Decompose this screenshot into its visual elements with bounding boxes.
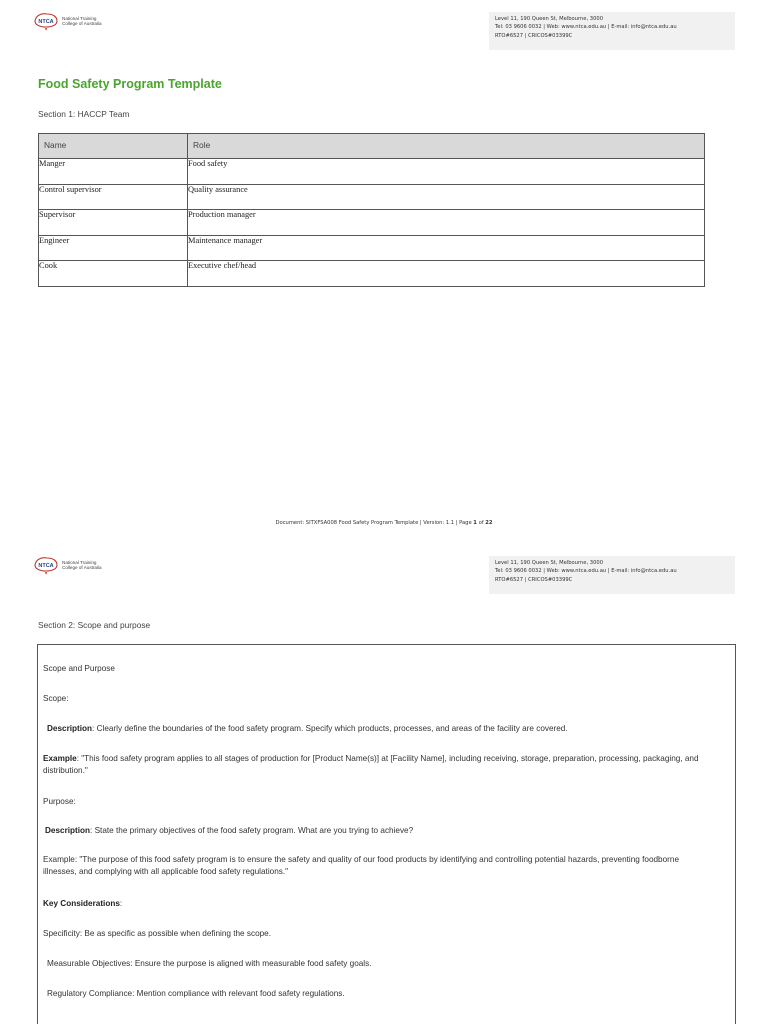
scope-example: Example: "This food safety program applies to all stages of production for [Product Name(s)] at [Facility Name], including receiving, storage, preparation, processing, packaging, and distribution." bbox=[43, 754, 699, 775]
name-cell: Cook bbox=[39, 261, 188, 287]
purpose-description: Description: State the primary objectives of the food safety program. What are you trying to achieve? bbox=[45, 826, 414, 835]
address-line: Level 11, 190 Queen St, Melbourne, 3000 bbox=[495, 16, 603, 22]
contact-line: Tel: 03 9606 0032 | Web: www.ntca.edu.au | E-mail: info@ntca.edu.au bbox=[495, 24, 677, 31]
page-number: 1 bbox=[473, 520, 477, 526]
address-line: Level 11, 190 Queen St, Melbourne, 3000 bbox=[495, 560, 603, 566]
page-title: Food Safety Program Template bbox=[38, 77, 222, 91]
logo-text: National Training College of Australia bbox=[62, 16, 102, 26]
box-heading: Scope and Purpose bbox=[43, 664, 115, 673]
svg-text:NTCA: NTCA bbox=[38, 563, 54, 569]
scope-description: Description: Clearly define the boundaries of the food safety program. Specify which products, processes, and areas of the facility are covered. bbox=[47, 724, 568, 733]
purpose-label: Purpose: bbox=[43, 797, 76, 806]
australia-map-icon bbox=[33, 556, 59, 574]
table-row bbox=[39, 184, 705, 210]
measurable-objectives-item: Measurable Objectives: Ensure the purpose is aligned with measurable food safety goals. bbox=[47, 959, 372, 968]
document-page-2 bbox=[0, 544, 768, 1024]
contact-line: Tel: 03 9606 0032 | Web: www.ntca.edu.au | E-mail: info@ntca.edu.au bbox=[495, 568, 677, 575]
svg-text:NTCA: NTCA bbox=[38, 19, 54, 25]
regulatory-compliance-item: Regulatory Compliance: Mention compliance with relevant food safety regulations. bbox=[47, 989, 345, 998]
section-1-label: Section 1: HACCP Team bbox=[38, 109, 130, 119]
role-cell: Quality assurance bbox=[188, 184, 705, 210]
role-cell: Maintenance manager bbox=[188, 235, 705, 261]
role-cell: Food safety bbox=[188, 159, 705, 185]
contact-header bbox=[489, 12, 735, 50]
table-row bbox=[39, 159, 705, 185]
name-cell: Engineer bbox=[39, 235, 188, 261]
scope-purpose-box bbox=[37, 644, 736, 1024]
haccp-team-table bbox=[38, 133, 705, 287]
table-row bbox=[39, 261, 705, 287]
page-total: 22 bbox=[485, 520, 493, 526]
name-cell: Control supervisor bbox=[39, 184, 188, 210]
role-cell: Executive chef/head bbox=[188, 261, 705, 287]
key-considerations-label: Key Considerations: bbox=[43, 899, 123, 908]
page-footer: Document: SITXFSA008 Food Safety Program Template | Version: 1.1 | Page 1 of 22 bbox=[275, 520, 493, 526]
scope-label: Scope: bbox=[43, 694, 69, 703]
name-cell: Manger bbox=[39, 159, 188, 185]
table-header-row bbox=[39, 134, 705, 159]
specificity-item: Specificity: Be as specific as possible when defining the scope. bbox=[43, 929, 272, 938]
contact-header bbox=[489, 556, 735, 594]
name-cell: Supervisor bbox=[39, 210, 188, 236]
australia-map-icon bbox=[33, 12, 59, 30]
role-cell: Production manager bbox=[188, 210, 705, 236]
ntca-logo bbox=[33, 556, 114, 574]
registration-line: RTO#6527 | CRICOS#03399C bbox=[495, 32, 573, 39]
logo-text: National Training College of Australia bbox=[62, 560, 102, 570]
column-header-role: Role bbox=[188, 134, 705, 159]
table-row bbox=[39, 210, 705, 236]
registration-line: RTO#6527 | CRICOS#03399C bbox=[495, 576, 573, 583]
ntca-logo bbox=[33, 12, 114, 30]
table-row bbox=[39, 235, 705, 261]
section-2-label: Section 2: Scope and purpose bbox=[38, 620, 151, 630]
purpose-example: Example: "The purpose of this food safety program is to ensure the safety and quality of our food products by identifying and controlling potential hazards, preventing foodborne illnesses, and complying with all applicable food safety regulations." bbox=[43, 855, 680, 876]
column-header-name: Name bbox=[39, 134, 188, 159]
